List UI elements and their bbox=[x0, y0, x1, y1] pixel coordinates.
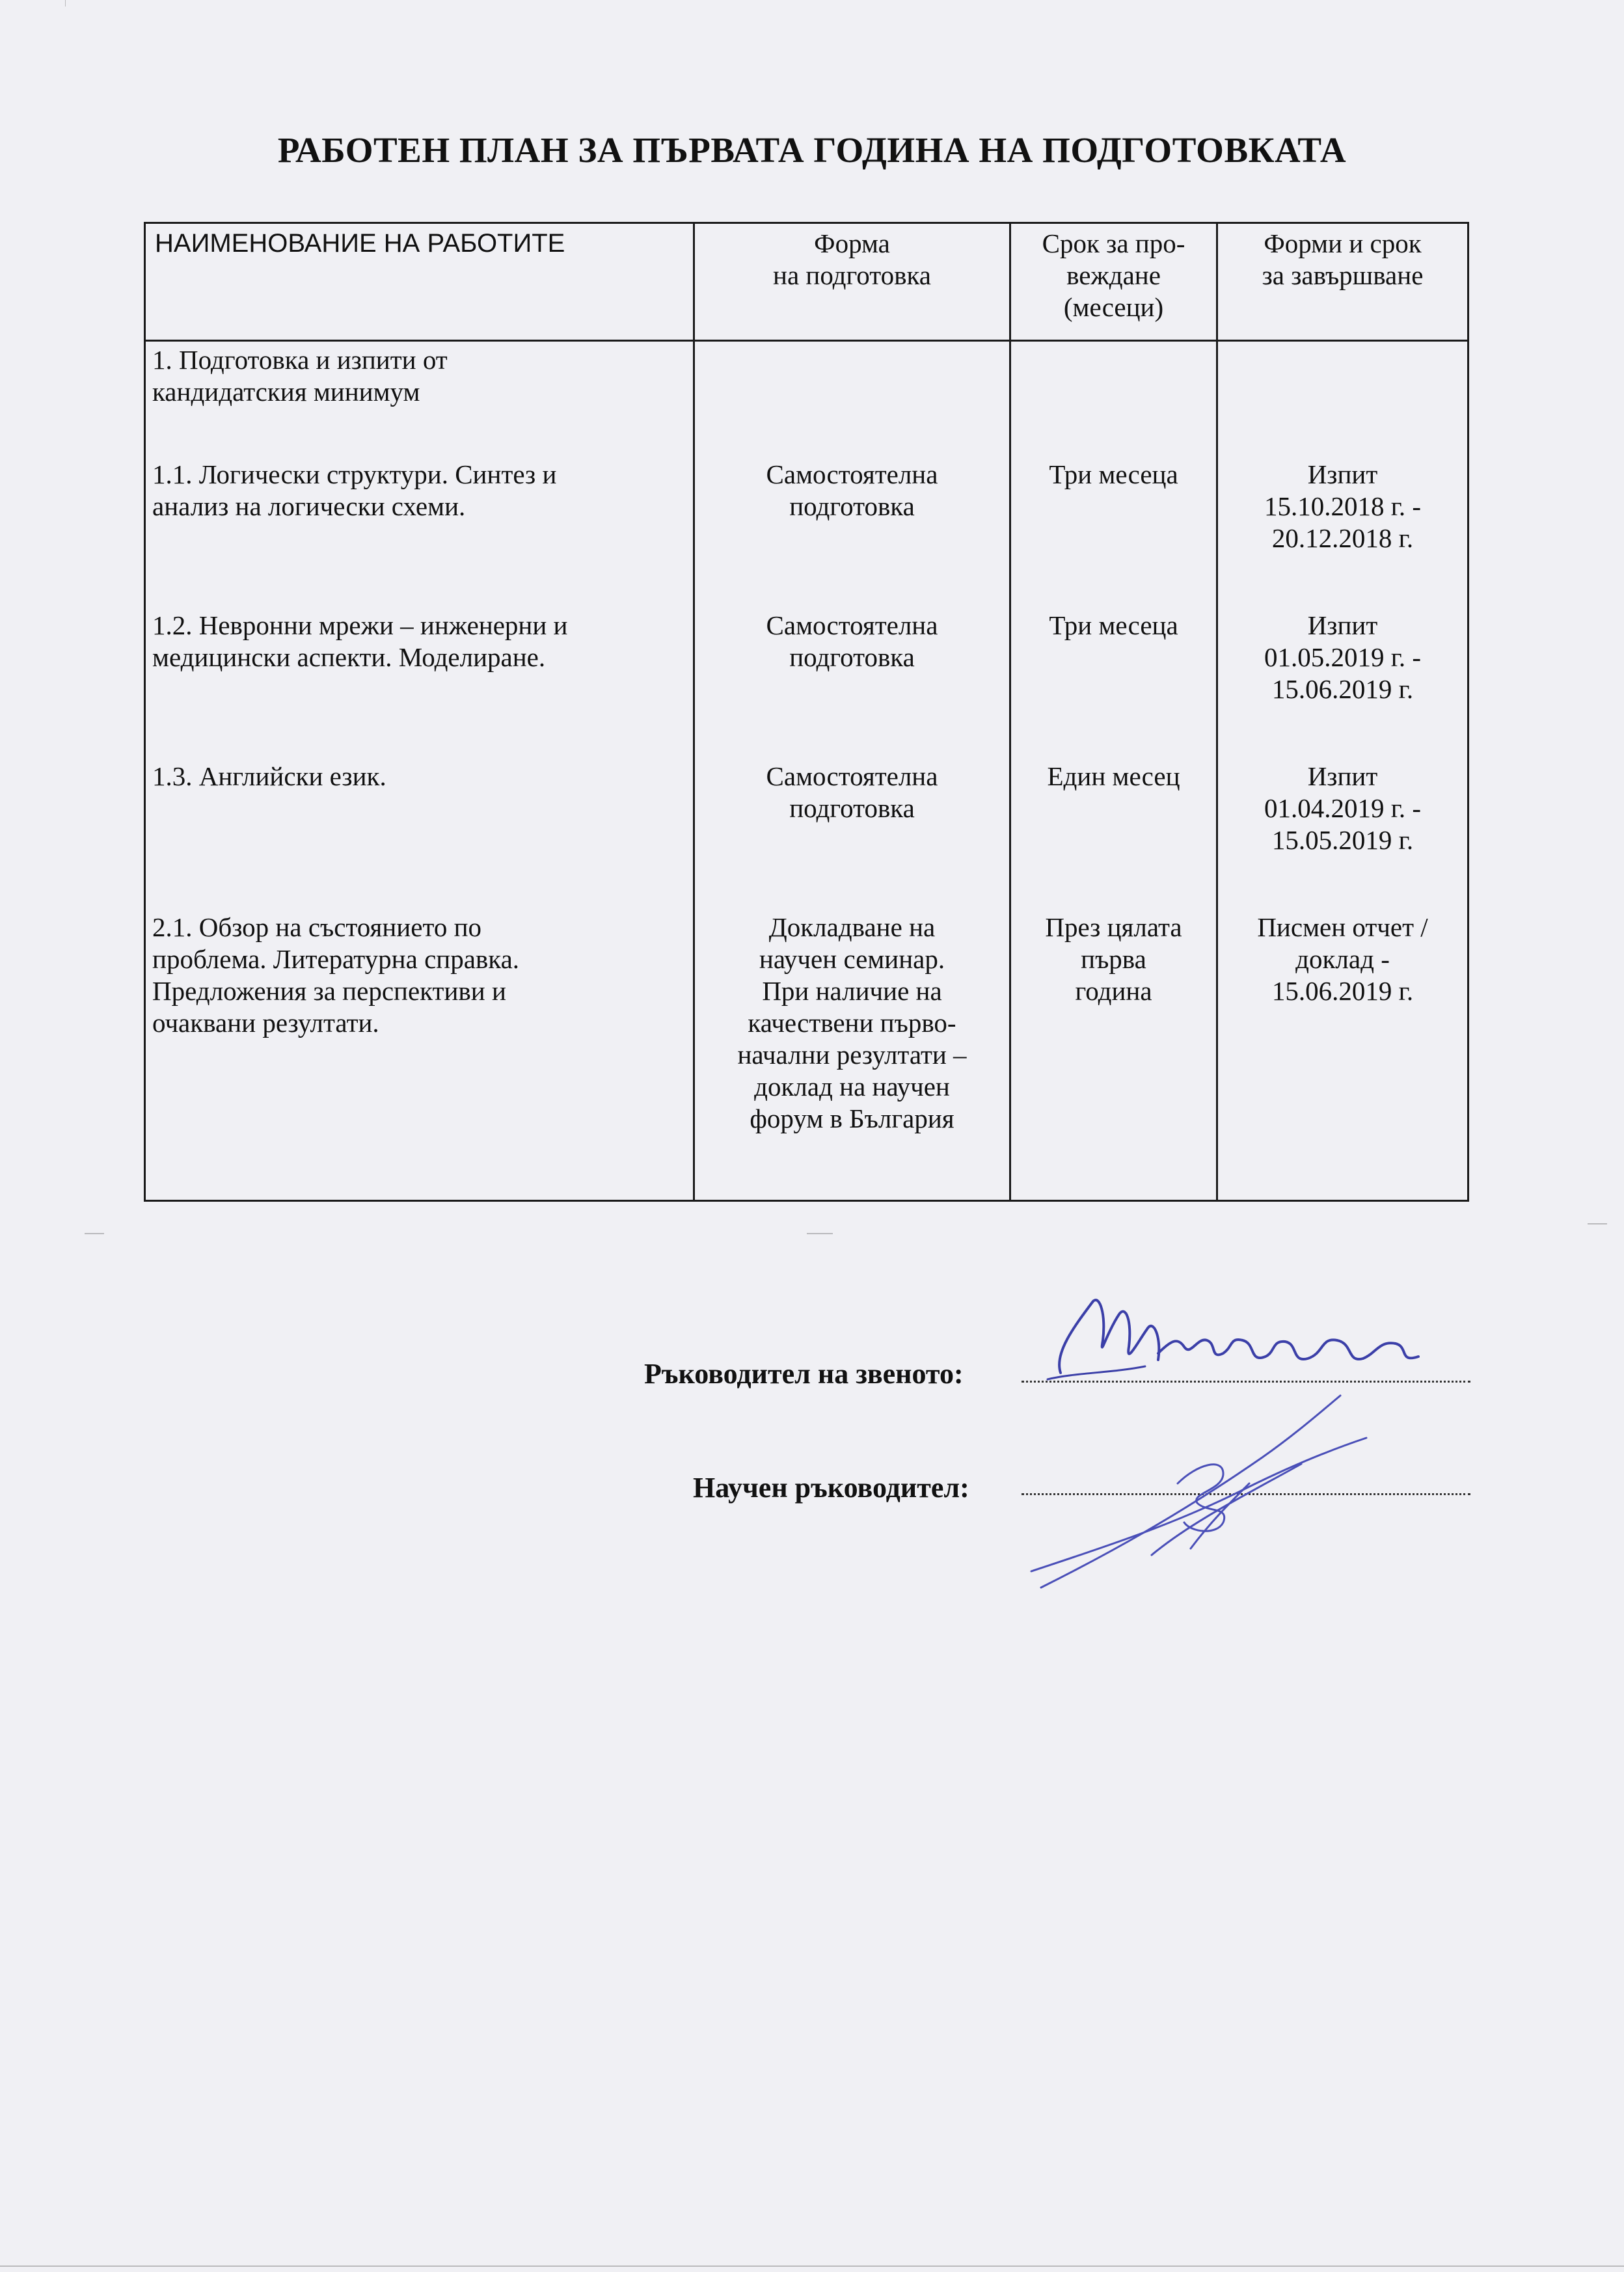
completion-column bbox=[1217, 341, 1468, 1201]
completion-1-1: Изпит 15.10.2018 г. - 20.12.2018 г. bbox=[1264, 459, 1422, 553]
supervisor-signature bbox=[1028, 1386, 1379, 1601]
header-completion bbox=[1217, 223, 1468, 341]
duration-2-1: През цялата първа година bbox=[1045, 912, 1182, 1006]
work-name-column bbox=[145, 341, 694, 1201]
scan-artifact bbox=[0, 2265, 1624, 2267]
supervisor-label: Научен ръководител: bbox=[693, 1472, 969, 1504]
scan-artifact bbox=[85, 1233, 104, 1234]
form-spacer bbox=[695, 344, 1009, 459]
work-name-1-2: 1.2. Невронни мрежи – инженерни и медицински аспекти. Моделиране. bbox=[152, 610, 568, 672]
header-completion-text: Форми и срок за завършване bbox=[1262, 228, 1424, 290]
scan-artifact bbox=[65, 0, 66, 7]
duration-1-1: Три месеца bbox=[1049, 459, 1178, 489]
header-work-name-text: НАИМЕНОВАНИЕ НА РАБОТИТЕ bbox=[155, 229, 565, 258]
table-header-row bbox=[145, 223, 1468, 341]
work-name-1-3: 1.3. Английски език. bbox=[152, 761, 386, 791]
header-form bbox=[694, 223, 1010, 341]
form-1-2: Самостоятелна подготовка bbox=[766, 610, 938, 672]
completion-spacer bbox=[1218, 344, 1467, 459]
header-work-name bbox=[145, 223, 694, 341]
work-name-1-1: 1.1. Логически структури. Синтез и анализ на логически схеми. bbox=[152, 459, 557, 521]
supervisor-signature-stroke-1 bbox=[1041, 1396, 1340, 1588]
completion-1-2: Изпит 01.05.2019 г. - 15.06.2019 г. bbox=[1264, 610, 1422, 704]
duration-column bbox=[1010, 341, 1217, 1201]
section-intro: 1. Подготовка и изпити от кандидатския минимум bbox=[152, 345, 448, 407]
scan-artifact bbox=[1588, 1223, 1607, 1224]
header-form-text: Форма на подготовка bbox=[773, 228, 931, 290]
header-duration bbox=[1010, 223, 1217, 341]
completion-1-3: Изпит 01.04.2019 г. - 15.05.2019 г. bbox=[1264, 761, 1422, 855]
form-column bbox=[694, 341, 1010, 1201]
unit-head-label: Ръководител на звеното: bbox=[644, 1358, 964, 1390]
work-plan-table bbox=[144, 222, 1469, 1202]
duration-1-3: Един месец bbox=[1047, 761, 1180, 791]
supervisor-signature-stroke-4 bbox=[1152, 1464, 1301, 1555]
form-2-1: Докладване на научен семинар. При наличие на качествени първо- начални резултати – доклад на научен форум в България bbox=[737, 912, 967, 1133]
scan-artifact bbox=[807, 1233, 833, 1234]
form-1-1: Самостоятелна подготовка bbox=[766, 459, 938, 521]
work-name-2-1: 2.1. Обзор на състоянието по проблема. Литературна справка. Предложения за перспективи и очаквани резултати. bbox=[152, 912, 520, 1038]
completion-2-1: Писмен отчет / доклад - 15.06.2019 г. bbox=[1257, 912, 1428, 1006]
header-duration-text: Срок за про- веждане (месеци) bbox=[1042, 228, 1185, 322]
unit-head-signature-underline bbox=[1048, 1366, 1145, 1379]
unit-head-signature bbox=[1035, 1275, 1438, 1392]
page-title: РАБОТЕН ПЛАН ЗА ПЪРВАТА ГОДИНА НА ПОДГОТОВКАТА bbox=[277, 130, 1347, 170]
duration-spacer bbox=[1011, 344, 1216, 459]
unit-head-signature-stroke bbox=[1059, 1300, 1418, 1373]
duration-1-2: Три месеца bbox=[1049, 610, 1178, 640]
table-body-row bbox=[145, 341, 1468, 1201]
form-1-3: Самостоятелна подготовка bbox=[766, 761, 938, 823]
